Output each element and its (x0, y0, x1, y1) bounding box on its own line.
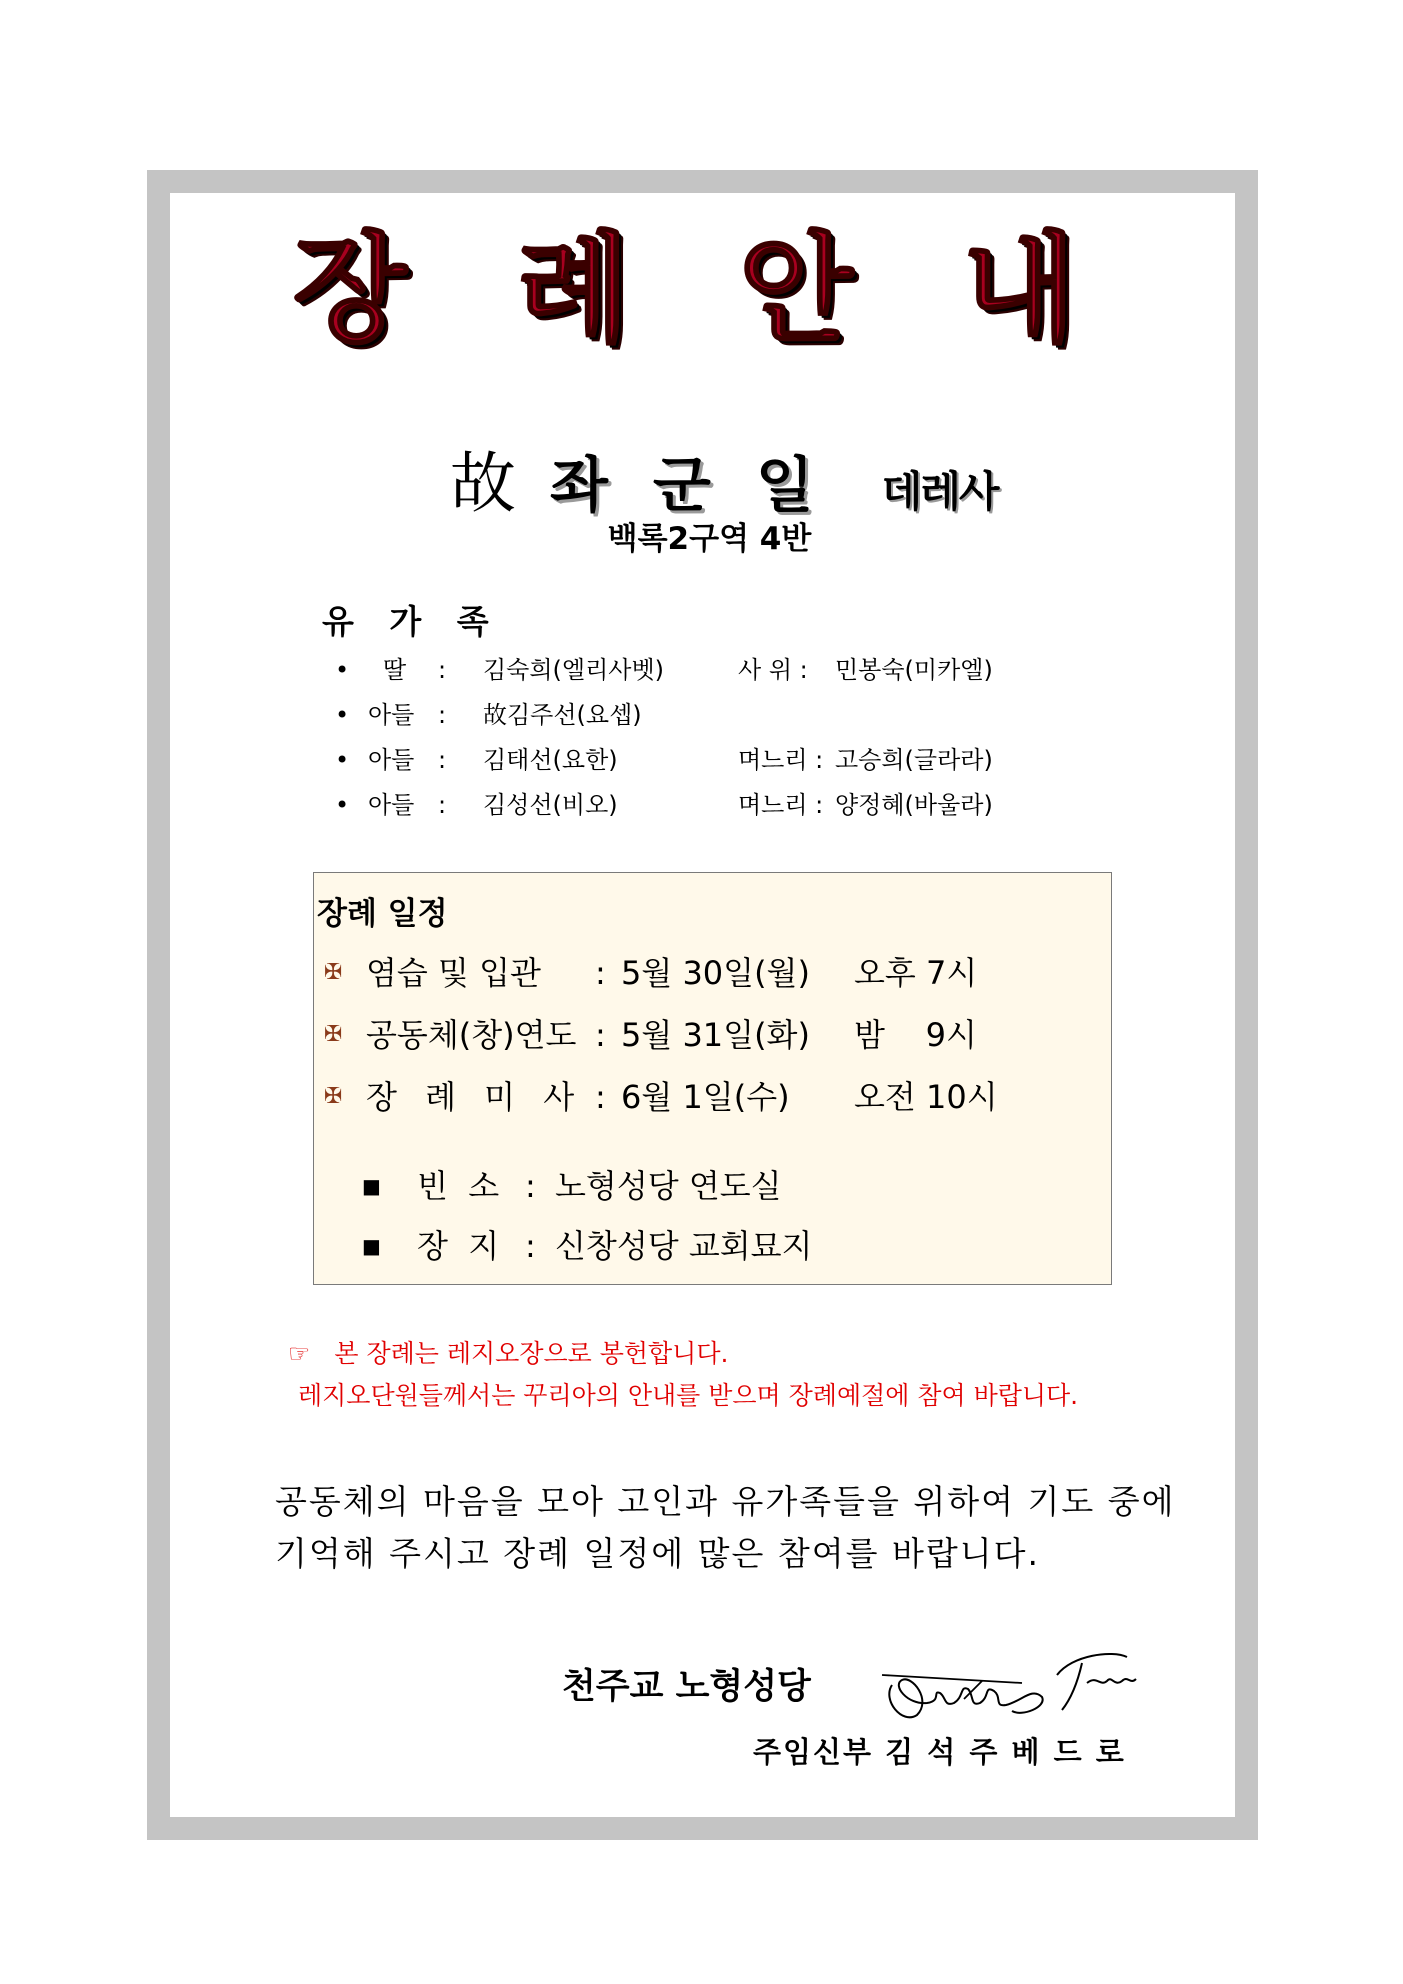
family-relation: 아들 (368, 746, 415, 774)
family-colon: : (438, 791, 447, 819)
schedule-time: 밤 9시 (854, 1016, 977, 1054)
place-value: 노형성당 연도실 (555, 1167, 782, 1205)
family-relation-2: 며느리 : (738, 746, 824, 774)
family-colon: : (438, 701, 447, 729)
family-name-2: 고승희(글라라) (835, 746, 993, 774)
schedule-colon: : (595, 1078, 606, 1116)
place-colon: : (525, 1227, 536, 1265)
schedule-time: 오후 7시 (854, 954, 978, 992)
place-label: 빈 소 (417, 1167, 500, 1205)
family-colon: : (438, 746, 447, 774)
square-bullet-icon: ■ (362, 1174, 381, 1198)
family-relation-2: 며느리 : (738, 791, 824, 819)
schedule-colon: : (595, 954, 606, 992)
page-title: 장 례 안 내 (292, 220, 1111, 358)
notice-text-2: 레지오단원들께서는 꾸리아의 안내를 받으며 장례예절에 참여 바랍니다. (298, 1381, 1079, 1410)
family-relation: 아들 (368, 701, 415, 729)
place-value: 신창성당 교회묘지 (555, 1227, 813, 1265)
district: 백록2구역 4반 (607, 521, 812, 557)
notice-line-1 (288, 1334, 728, 1370)
message-line-2: 기억해 주시고 장례 일정에 많은 참여를 바랍니다. (275, 1534, 1040, 1573)
family-colon: : (438, 656, 447, 684)
family-name: 故김주선(요셉) (483, 701, 642, 729)
family-relation: 아들 (368, 791, 415, 819)
schedule-date: 5월 30일(월) (621, 954, 810, 992)
cross-icon: ✠ (324, 1084, 343, 1109)
bullet: • (335, 701, 350, 729)
schedule-label: 염습 및 입관 (366, 954, 541, 992)
square-bullet-icon: ■ (362, 1234, 381, 1258)
schedule-time: 오전 10시 (854, 1078, 998, 1116)
schedule-label: 공동체(창)연도 (366, 1016, 577, 1054)
deceased-prefix: 故 (450, 445, 516, 522)
parish-name: 천주교 노형성당 (562, 1667, 811, 1707)
pastor-name: 주임신부 김 석 주 베 드 로 (753, 1735, 1126, 1769)
family-name: 김태선(요한) (483, 746, 618, 774)
family-heading: 유 가 족 (322, 602, 501, 641)
family-name-2: 민봉숙(미카엘) (835, 656, 993, 684)
bullet: • (335, 791, 350, 819)
place-colon: : (525, 1167, 536, 1205)
family-relation: 딸 (383, 656, 407, 684)
bullet: • (335, 746, 350, 774)
schedule-colon: : (595, 1016, 606, 1054)
cross-icon: ✠ (324, 1022, 343, 1047)
deceased-baptismal-name: 데레사 (881, 467, 998, 516)
signature-image (872, 1645, 1142, 1733)
notice-text-1: 본 장례는 레지오장으로 봉헌합니다. (334, 1339, 729, 1368)
family-relation-2: 사 위 : (738, 656, 808, 684)
family-name: 김성선(비오) (483, 791, 618, 819)
schedule-date: 6월 1일(수) (621, 1078, 790, 1116)
deceased-name: 좌 군 일 (550, 451, 826, 521)
pointing-hand-icon: ☞ (288, 1339, 311, 1368)
message-line-1: 공동체의 마음을 모아 고인과 유가족들을 위하여 기도 중에 (275, 1482, 1176, 1521)
schedule-heading: 장례 일정 (317, 896, 448, 932)
family-name-2: 양정혜(바울라) (835, 791, 993, 819)
schedule-label: 장 례 미 사 (366, 1078, 584, 1116)
place-label: 장 지 (417, 1227, 500, 1265)
schedule-date: 5월 31일(화) (621, 1016, 810, 1054)
deceased-line (450, 430, 998, 522)
cross-icon: ✠ (324, 960, 343, 985)
bullet: • (335, 656, 350, 684)
family-name: 김숙희(엘리사벳) (483, 656, 665, 684)
